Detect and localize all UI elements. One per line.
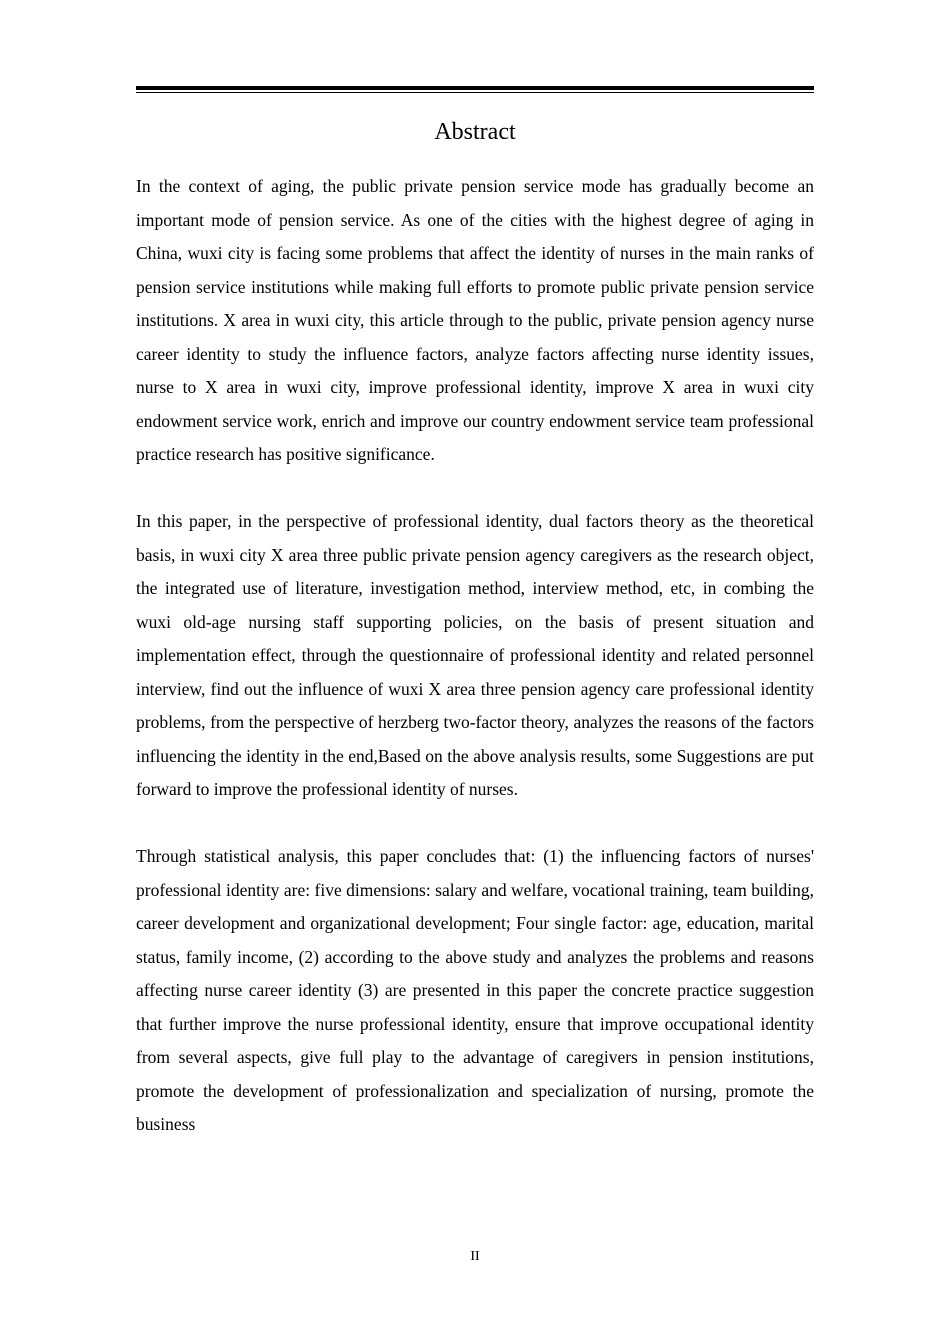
header-rule-thin (136, 92, 814, 93)
header-rule-thick (136, 86, 814, 90)
section-title: Abstract (434, 119, 516, 145)
abstract-body (136, 170, 814, 1142)
page-number: II (470, 1249, 480, 1264)
paragraph-2: In this paper, in the perspective of professional identity, dual factors theory as the theoretical basis, in wuxi city X area three public private pension agency caregivers as the research object, the integrated use of literature, investigation method, interview method, etc, in combing the wuxi old-age nursing staff supporting policies, on the basis of present situation and implementation effect, through the questionnaire of professional identity and related personnel interview, find out the influence of wuxi X area three pension agency care professional identity problems, from the perspective of herzberg two-factor theory, analyzes the reasons of the factors influencing the identity in the end,Based on the above analysis results, some Suggestions are put forward to improve the professional identity of nurses. (136, 511, 814, 799)
paragraph-1: In the context of aging, the public private pension service mode has gradually become an important mode of pension service. As one of the cities with the highest degree of aging in China, wuxi city is facing some problems that affect the identity of nurses in the main ranks of pension service institutions while making full efforts to promote public private pension service institutions. X area in wuxi city, this article through to the public, private pension agency nurse career identity to study the influence factors, analyze factors affecting nurse identity issues, nurse to X area in wuxi city, improve professional identity, improve X area in wuxi city endowment service work, enrich and improve our country endowment service team professional practice research has positive significance. (136, 176, 814, 464)
paragraph-3: Through statistical analysis, this paper concludes that: (1) the influencing factors of nurses' professional identity are: five dimensions: salary and welfare, vocational training, team building, career development and organizational development; Four single factor: age, education, marital status, family income, (2) according to the above study and analyzes the problems and reasons affecting nurse career identity (3) are presented in this paper the concrete practice suggestion that further improve the nurse professional identity, ensure that improve occupational identity from several aspects, give full play to the advantage of caregivers in pension institutions, promote the development of professionalization and specialization of nursing, promote the business (136, 846, 814, 1134)
